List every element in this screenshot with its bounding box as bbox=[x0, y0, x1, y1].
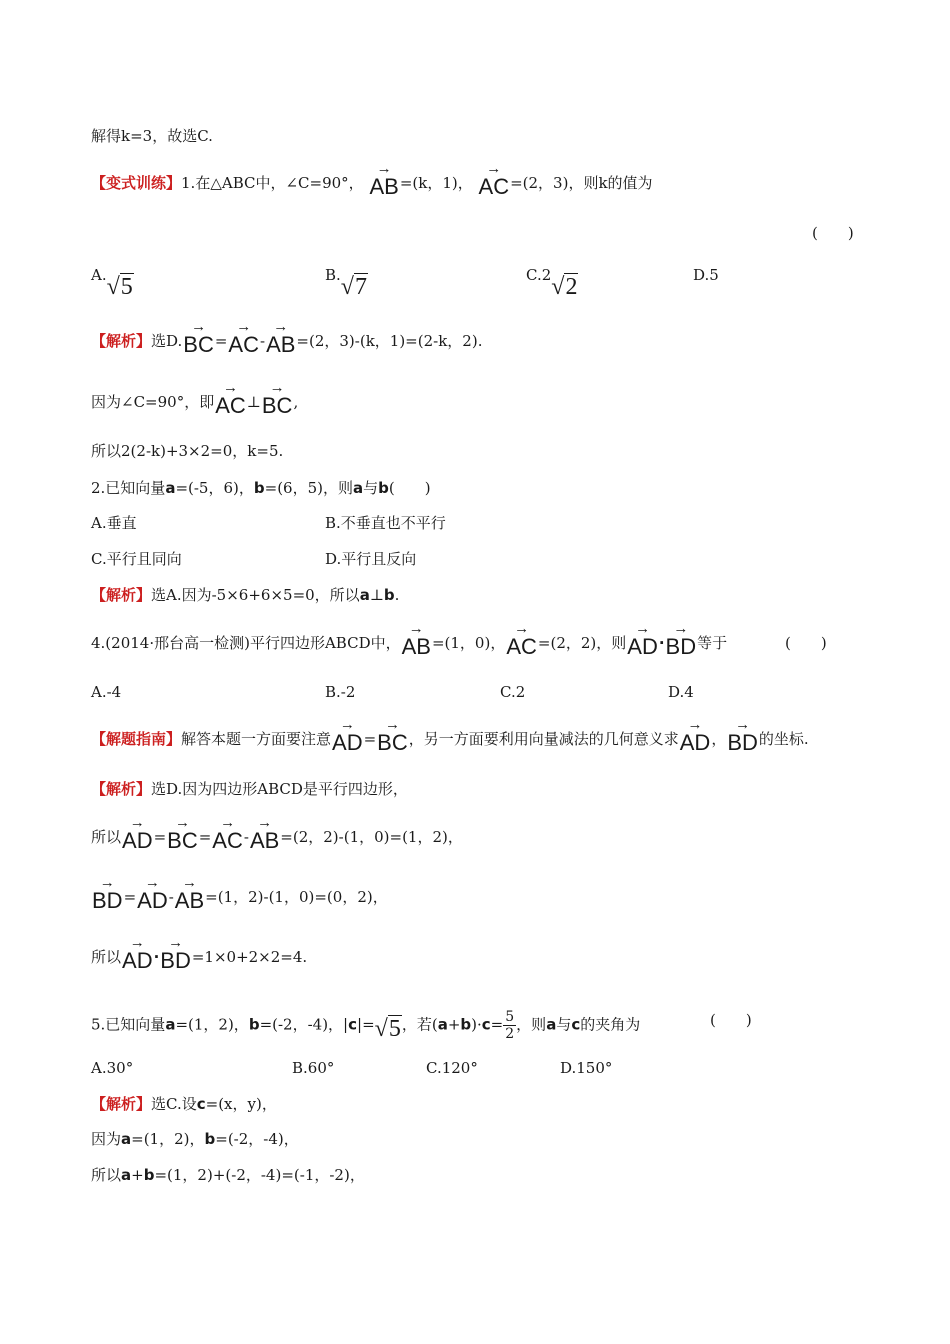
q2-option-b: B.不垂直也不平行 bbox=[325, 514, 446, 532]
vector-ac-value: =(2，3)，则k的值为 bbox=[510, 174, 653, 192]
q5-option-d: D.150° bbox=[560, 1059, 613, 1077]
fraction-5-2: $\frac{5}{2}$ bbox=[505, 1009, 515, 1042]
analysis-4-line-1: 【解析】选D.因为四边形ABCD是平行四边形， bbox=[91, 780, 408, 798]
analysis-5-line-2: 因为a=(1，2)，b=(-2，-4)， bbox=[91, 1130, 299, 1148]
q1-answer-paren: ( ) bbox=[812, 224, 854, 242]
vector-ac: → AC bbox=[478, 160, 510, 199]
vector-ac: → AC bbox=[228, 318, 259, 357]
problem-guide: 【解题指南】解答本题一方面要注意 → AD= → BC，另一方面要利用向量减法的几何意义求 → AD， → BD的坐标. bbox=[91, 716, 809, 755]
vector-ab: → AB bbox=[266, 318, 296, 357]
question-1 bbox=[91, 160, 653, 199]
vector-ac: → AC bbox=[506, 620, 537, 659]
q5-option-a: A.30° bbox=[91, 1059, 134, 1077]
question-4: 4.(2014·邢台高一检测)平行四边形ABCD中， → AB=(1，0)， → AC=(2，2)，则 → AD· → BD等于 bbox=[91, 620, 728, 659]
q4-option-c: C.2 bbox=[500, 683, 526, 701]
analysis-1-line-2: 因为∠C=90°，即 → AC⊥ → BC, bbox=[91, 379, 299, 418]
q5-option-b: B.60° bbox=[292, 1059, 335, 1077]
analysis-5-line-1: 【解析】选C.设c=(x，y)， bbox=[91, 1095, 277, 1113]
vector-ad: → AD bbox=[679, 716, 711, 755]
q4-option-a: A.-4 bbox=[91, 683, 122, 701]
vector-bc: → BC bbox=[183, 318, 214, 357]
vector-bd: → BD bbox=[665, 620, 697, 659]
analysis-4-line-3: → BD= → AD- → AB=(1，2)-(1，0)=(0，2)， bbox=[92, 874, 388, 913]
vector-ab: → AB bbox=[369, 160, 399, 199]
question-2: 2.已知向量a=(-5，6)，b=(6，5)，则a与b( ) bbox=[91, 479, 431, 497]
analysis-1-line-3: 所以2(2-k)+3×2=0，k=5. bbox=[91, 442, 284, 460]
vector-ab: → AB bbox=[401, 620, 431, 659]
analysis-2: 【解析】选A.因为-5×6+6×5=0，所以a⊥b. bbox=[91, 586, 400, 604]
q5-answer-paren: ( ) bbox=[710, 1011, 752, 1029]
q2-option-a: A.垂直 bbox=[91, 514, 137, 532]
q2-option-d: D.平行且反向 bbox=[325, 550, 417, 568]
analysis-4-line-4: 所以 → AD· → BD=1×0+2×2=4. bbox=[91, 934, 308, 973]
sqrt-5: √5 bbox=[374, 1015, 401, 1042]
vector-bc: → BC bbox=[261, 379, 293, 418]
analysis-4-line-2: 所以 → AD= → BC= → AC- → AB=(2，2)-(1，0)=(1，2)， bbox=[91, 814, 463, 853]
q1-option-c: C.2√2 bbox=[526, 266, 578, 300]
question-5: 5.已知向量a=(1，2)，b=(-2，-4)，|c|=√5，若(a+b)·c= $\frac{5}{2}$ ，则a与c的夹角为 bbox=[91, 1009, 641, 1042]
vector-bc: → BC bbox=[377, 716, 408, 755]
q1-stem: 1.在△ABC中，∠C=90°， bbox=[181, 174, 364, 192]
intro-line: 解得k=3，故选C. bbox=[91, 127, 213, 145]
analysis-tag: 【解析】 bbox=[91, 332, 152, 350]
q4-option-d: D.4 bbox=[668, 683, 694, 701]
vector-ad: → AD bbox=[332, 716, 363, 755]
q2-option-c: C.平行且同向 bbox=[91, 550, 182, 568]
vector-ad: → AD bbox=[627, 620, 658, 659]
q4-answer-paren: ( ) bbox=[785, 634, 827, 652]
q1-option-a: A.√5 bbox=[91, 266, 133, 300]
vector-ab-value: =(k，1)， bbox=[399, 174, 473, 192]
analysis-5-line-3: 所以a+b=(1，2)+(-2，-4)=(-1，-2)， bbox=[91, 1166, 365, 1184]
q5-option-c: C.120° bbox=[426, 1059, 478, 1077]
q1-option-d: D.5 bbox=[693, 266, 719, 284]
variant-training-tag: 【变式训练】 bbox=[91, 174, 182, 192]
vector-bd: → BD bbox=[727, 716, 758, 755]
q4-option-b: B.-2 bbox=[325, 683, 356, 701]
guide-tag: 【解题指南】 bbox=[91, 730, 182, 748]
analysis-1-line-1: 【解析】选D. → BC= → AC- → AB=(2，3)-(k，1)=(2-k，2). bbox=[91, 318, 483, 357]
q1-option-b: B.√7 bbox=[325, 266, 367, 300]
vector-ac: → AC bbox=[215, 379, 246, 418]
